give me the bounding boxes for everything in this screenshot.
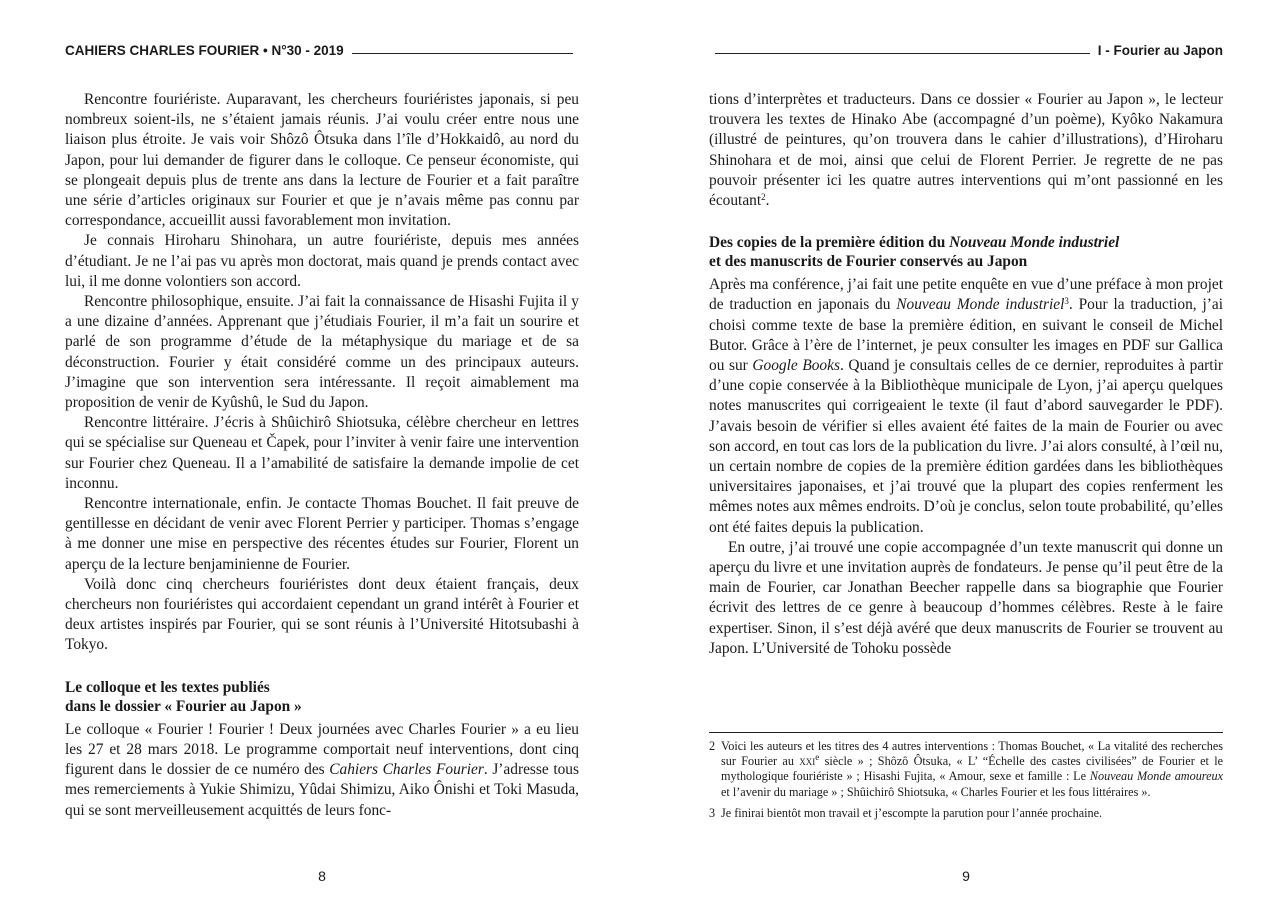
paragraph: Rencontre littéraire. J’écris à Shûichirô Shiotsuka, célèbre chercheur en lettres qui se spécialise sur Queneau et Čapek, pour l’inviter à venir faire une intervention sur Fourier chez Queneau. Il a l’amabilité de satisfaire la demande impolie de cet inconnu. [65,414,579,492]
italic-title: Nouveau Monde amoureux [1089,769,1223,784]
text-run: siècle » ; Shôzô Ôtsuka, « L’ “Échelle des castes civilisées” de Fourier et le mythologique fouriériste » ; Hisashi Fujita, « Amour, sexe et famille : Le [721,754,1224,784]
ordinal-suffix: e [815,752,820,763]
text-run: Voici les auteurs et les titres des 4 autres interventions : Thomas Bouchet, « La vitalité des recherches sur Fourier au [721,739,1223,769]
right-running-head [709,40,1223,60]
left-running-head [65,40,579,60]
section-heading-copies [709,233,1223,271]
footnote-text [721,739,1223,800]
right-page [709,0,1223,913]
italic-title: Google Books [752,357,840,375]
paragraph: En outre, j’ai trouvé une copie accompagnée d’un texte manuscrit qui donne un aperçu du livre et une invitation auprès de fondateurs. Je pense qu’il peut être de la main de Fourier, car Jonathan Beecher rappelle dans sa biographie que Fourier écrivit des lettres de ce genre à beaucoup d’hommes célèbres. Reste à le faire expertiser. Sinon, il s’est déjà avéré que deux manuscrits de Fourier se trouvent au Japon. L’Université de Tohoku possède [709,538,1223,657]
footnote-ref[interactable]: 2 [761,192,766,203]
text-run: tions d’interprètes et traducteurs. Dans ce dossier « Fourier au Japon », le lecteur trouvera les textes de Hinako Abe (accompagné d’un poème), Kyôko Nakamura (illustré de peintures, qu’on trouvera dans le cahier d’illustrations), d’Hiroharu Shinohara et de moi, ainsi que celui de Florent Perrier. Je regrette de ne pas pouvoir présenter ici les quatre autres interventions qui m’ont passionné en les écoutant [709,91,1223,210]
text-run: et l’avenir du mariage » ; Shûichirô Shiotsuka, « Charles Fourier et les fous littéraires ». [721,784,1151,799]
century-numeral: xxi [799,754,816,769]
header-rule [352,53,573,54]
footnote-ref[interactable]: 3 [1064,296,1069,307]
footnotes [709,732,1223,827]
text-run: . Pour la traduction, j’ai choisi comme texte de base la première édition, en suivant le conseil de Michel Butor. Grâce à l’ère de l’internet, je peux consulter les images en PDF sur Gallica ou sur [709,296,1223,375]
heading-line: et des manuscrits de Fourier conservés au Japon [709,253,1028,271]
italic-title: Nouveau Monde industriel [949,234,1120,252]
journal-title: CAHIERS CHARLES FOURIER • N°30 - 2019 [65,42,344,58]
italic-title: Nouveau Monde industriel [896,296,1065,314]
right-body-text [709,90,1223,659]
paragraph: Rencontre philosophique, ensuite. J’ai fait la connaissance de Hisashi Fujita il y a une dizaine d’années. Apprenant que j’étudiais Fourier, il m’a fait un sourire et parlé de son programme d’étude de la métaphysique du mariage et de sa déconstruction. Fourier y était considéré comme un des principaux auteurs. J’imagine que son intervention sera intéressante. Il reçoit aimablement ma proposition de venir de Kyûshû, le Sud du Japon. [65,293,579,412]
paragraph [709,275,1223,538]
text-run: Le colloque « Fourier ! Fourier ! Deux journées avec Charles Fourier » a eu lieu les 27 et 28 mars 2018. Le programme comportait neuf interventions, dont cinq figurent dans le dossier de ce numéro des [65,720,579,779]
footnote-number: 2 [709,739,716,753]
text-run: . Quand je consultais celles de ce dernier, reproduites à partir d’une copie conservée à la Bibliothèque municipale de Lyon, j’ai aperçu quelques notes manuscrites qui corrigeaient le texte (il faut d’abord sauvegarder le PDF). J’avais besoin de vérifier si elles avaient été faites de la main de Fourier ou avec son accord, en tout cas lors de la publication du livre. J’ai alors consulté, à l’œil nu, un certain nombre de copies de la première édition gardées dans les bibliothèques universitaires japonaises, et j’ai trouvé que la plupart des copies renferment les mêmes notes aux mêmes endroits. D’où je conclus, selon toute probabilité, qu’elles ont été faites depuis la publication. [709,357,1223,536]
page-number: 9 [962,868,970,884]
paragraph: Je connais Hiroharu Shinohara, un autre fouriériste, depuis mes années d’étudiant. Je ne l’ai pas vu après mon doctorat, mais quand je prends contact avec lui, il me donne volontiers son accord. [65,232,579,290]
paragraph [65,720,579,821]
header-rule [715,53,1090,54]
text-run: . [765,192,770,210]
footnote-3 [709,806,1223,821]
heading-line: Le colloque et les textes publiés [65,678,270,696]
section-heading-colloque [65,678,579,716]
paragraph: Rencontre internationale, enfin. Je contacte Thomas Bouchet. Il fait preuve de gentillesse en décidant de venir avec Florent Perrier y participer. Thomas s’engage à me donner une mise en perspective des récentes études sur Fourier, Florent un aperçu de la lecture benjaminienne de Fourier. [65,495,579,573]
text-run: . J’adresse tous mes remerciements à Yukie Shimizu, Yûdai Shimizu, Aiko Ônishi et Toki Masuda, qui se sont merveilleusement acquittés de leurs fonc- [65,761,579,819]
footnote-text: Je finirai bientôt mon travail et j’escompte la parution pour l’année prochaine. [721,805,1103,820]
footnote-number: 3 [709,805,716,820]
left-page [65,0,579,913]
heading-line: Des copies de la première édition du [709,234,950,252]
page-number: 8 [318,868,326,884]
left-body-text [65,90,579,821]
footnote-2 [709,739,1223,800]
paragraph: Rencontre fouriériste. Auparavant, les chercheurs fouriéristes japonais, si peu nombreux soient-ils, ne s’étaient jamais réunis. J’ai voulu créer entre nous une liaison plus étroite. Je vais voir Shôzô Ôtsuka dans l’île d’Hokkaidô, au nord du Japon, pour lui demander de figurer dans le colloque. Ce penseur économiste, qui se plongeait depuis plus de trente ans dans la lecture de Fourier et a fait paraître une série d’articles originaux sur Fourier et que je n’avais même pas connu par correspondance, accueillit aussi favorablement mon invitation. [65,91,579,230]
text-run: Après ma conférence, j’ai fait une petite enquête en vue d’une préface à mon projet de traduction en japonais du [709,276,1223,314]
section-title: I - Fourier au Japon [1097,42,1223,58]
paragraph [709,90,1223,211]
italic-title: Cahiers Charles Fourier [329,761,484,779]
heading-line: dans le dossier « Fourier au Japon » [65,697,302,715]
paragraph: Voilà donc cinq chercheurs fouriéristes dont deux étaient français, deux chercheurs non fouriéristes qui accordaient cependant un grand intérêt à Fourier et deux artistes inspirés par Fourier, qui se sont réunis à l’Université Hitotsubashi à Tokyo. [65,575,579,654]
